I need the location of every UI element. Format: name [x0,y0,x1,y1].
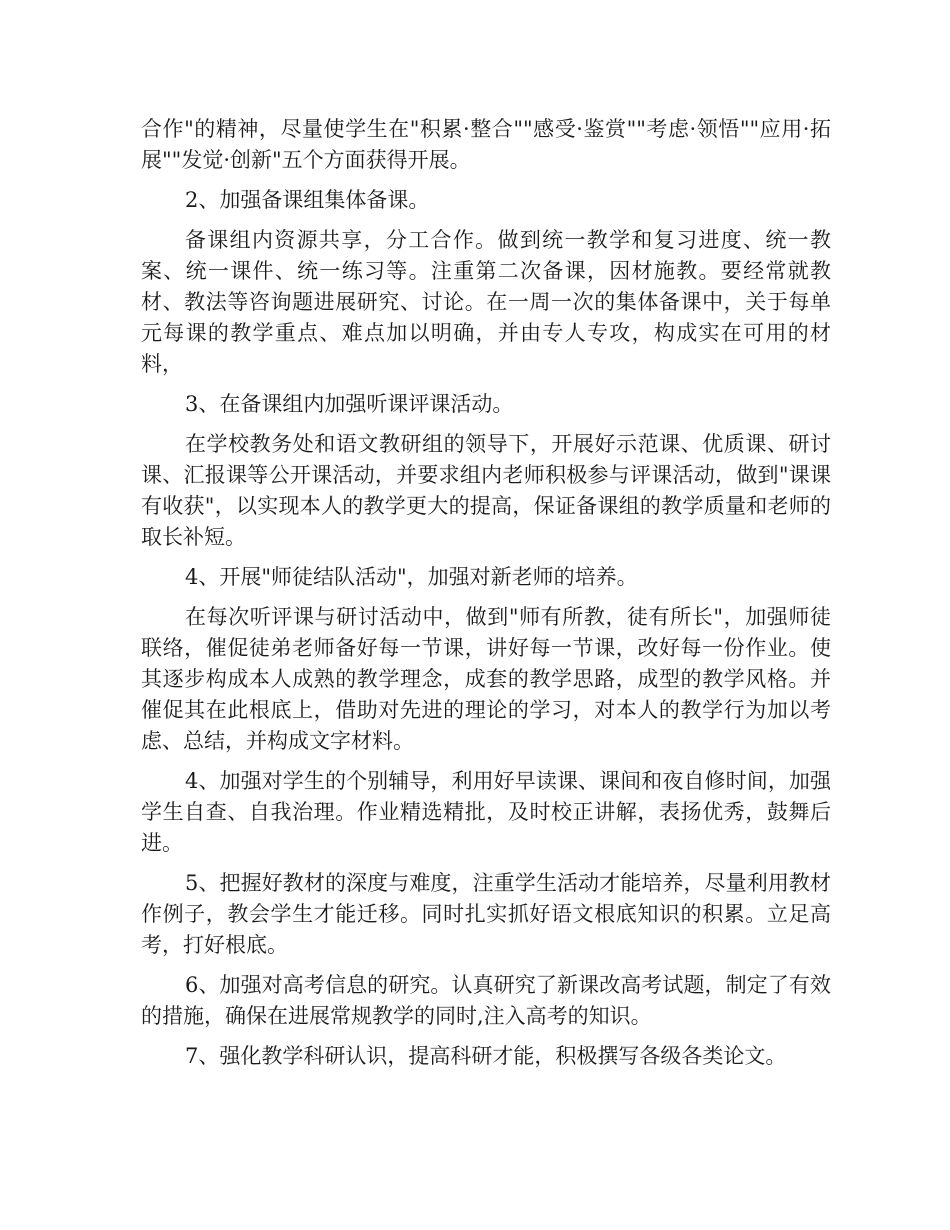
paragraph-8: 4、加强对学生的个别辅导，利用好早读课、课间和夜自修时间，加强学生自查、自我治理。作业精选精批，及时校正讲解，表扬优秀，鼓舞后进。 [141,769,831,855]
paragraph-9: 5、把握好教材的深度与难度，注重学生活动才能培养，尽量利用教材作例子，教会学生才能迁移。同时扎实抓好语文根底知识的积累。立足高考，打好根底。 [141,871,831,957]
paragraph-4: 3、在备课组内加强听课评课活动。 [185,392,514,416]
paragraph-10: 6、加强对高考信息的研究。认真研究了新课改高考试题，制定了有效的措施，确保在进展常规教学的同时,注入高考的知识。 [141,973,831,1028]
paragraph-2: 2、加强备课组集体备课。 [185,188,430,212]
document-body [141,114,831,1081]
paragraph-6: 4、开展"师徒结队活动"，加强对新老师的培养。 [185,565,638,589]
paragraph-1: 合作"的精神，尽量使学生在"积累·整合""感受·鉴赏""考虑·领悟""应用·拓展""发觉·创新"五个方面获得开展。 [141,117,831,172]
paragraph-11: 7、强化教学科研认识，提高科研才能，积极撰写各级各类论文。 [185,1044,787,1068]
paragraph-3: 备课组内资源共享，分工合作。做到统一教学和复习进度、统一教案、统一课件、统一练习等。注重第二次备课，因材施教。要经常就教材、教法等咨询题进展研究、讨论。在一周一次的集体备课中，关于每单元每课的教学重点、难点加以明确，并由专人专攻，构成实在可用的材料， [141,228,831,376]
paragraph-5: 在学校教务处和语文教研组的领导下，开展好示范课、优质课、研讨课、汇报课等公开课活动，并要求组内老师积极参与评课活动，做到"课课有收获"，以实现本人的教学更大的提高，保证备课组的教学质量和老师的取长补短。 [141,432,831,549]
paragraph-7: 在每次听评课与研讨活动中，做到"师有所教，徒有所长"，加强师徒联络，催促徒弟老师备好每一节课，讲好每一节课，改好每一份作业。使其逐步构成本人成熟的教学理念，成套的教学思路，成型的教学风格。并催促其在此根底上，借助对先进的理论的学习，对本人的教学行为加以考虑、总结，并构成文字材料。 [141,605,831,753]
